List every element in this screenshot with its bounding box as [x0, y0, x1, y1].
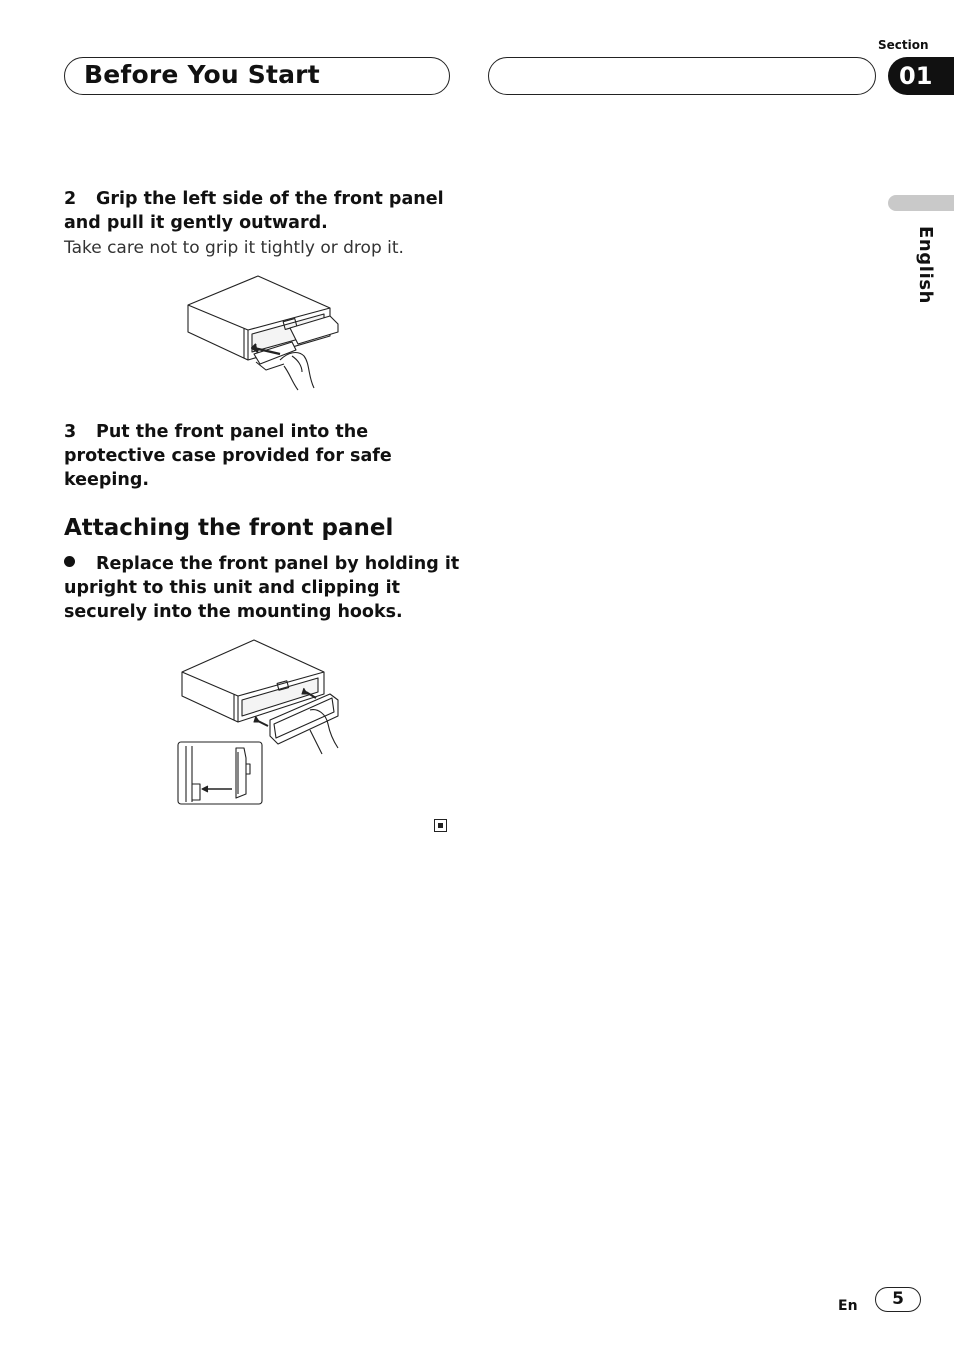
- header-frame-right: [488, 57, 876, 95]
- section-number: 01: [899, 62, 933, 90]
- bullet-icon: [64, 556, 75, 567]
- end-mark-icon: [434, 819, 447, 832]
- section-heading: Attaching the front panel: [64, 515, 394, 541]
- step-2-note: Take care not to grip it tightly or drop it.: [64, 238, 404, 258]
- step-3: [64, 420, 464, 492]
- step-text: Put the front panel into the protective case provided for safe keeping.: [64, 422, 392, 490]
- step-2: [64, 187, 464, 235]
- language-label: English: [915, 226, 936, 305]
- bullet-item: [64, 552, 464, 624]
- bullet-text: Replace the front panel by holding it upright to this unit and clipping it securely into the mounting hooks.: [64, 554, 460, 622]
- attach-panel-illustration: [174, 634, 350, 810]
- section-label: Section: [878, 38, 929, 52]
- language-tab-marker: [888, 195, 954, 211]
- step-number: 3: [64, 422, 77, 442]
- page-number: 5: [875, 1287, 921, 1312]
- footer-language-code: En: [838, 1298, 858, 1314]
- detach-panel-illustration: [180, 270, 350, 395]
- page-title: Before You Start: [84, 60, 320, 89]
- step-text: Grip the left side of the front panel and pull it gently outward.: [64, 189, 444, 233]
- step-number: 2: [64, 189, 77, 209]
